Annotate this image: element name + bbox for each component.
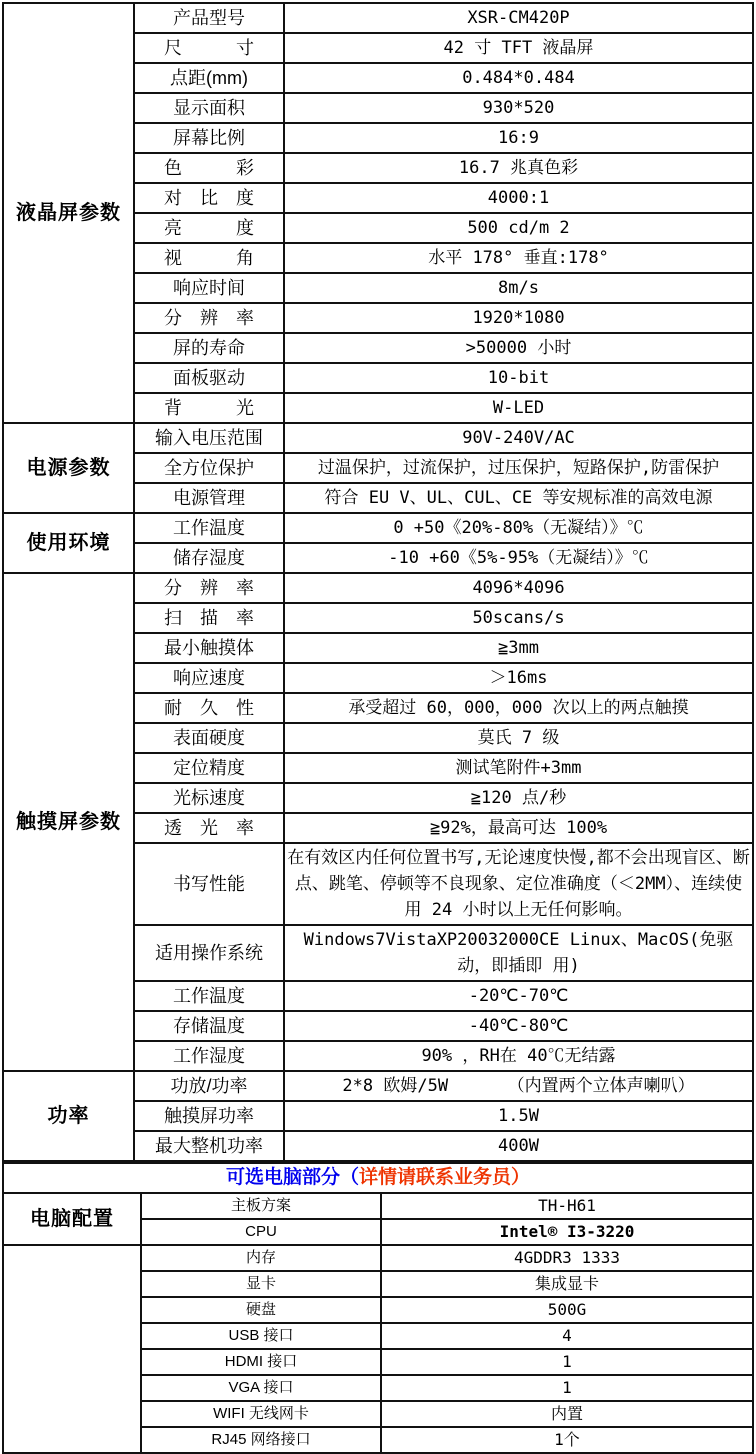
param-value-cell: 4096*4096	[284, 573, 753, 603]
param-value-cell: 8m/s	[284, 273, 753, 303]
spec-row	[3, 3, 753, 33]
display-spec-table	[2, 2, 754, 1162]
section-category-cell: 功率	[3, 1071, 134, 1161]
param-label-cell: 产品型号	[134, 3, 284, 33]
param-value-cell: 930*520	[284, 93, 753, 123]
param-label-cell: 主板方案	[141, 1193, 381, 1219]
param-value-cell: 4GDDR3 1333	[381, 1245, 753, 1271]
param-label-cell: 触摸屏功率	[134, 1101, 284, 1131]
param-value-cell: 90% ，RH在 40℃无结露	[284, 1041, 753, 1071]
param-value-cell: 10-bit	[284, 363, 753, 393]
section-category-cell	[3, 1245, 141, 1453]
param-value-cell: 符合 EU V、UL、CUL、CE 等安规标准的高效电源	[284, 483, 753, 513]
param-label-cell: 背 光	[134, 393, 284, 423]
banner-red-text: 详情请联系业务员）	[359, 1167, 531, 1188]
param-label-cell: 输入电压范围	[134, 423, 284, 453]
param-label-cell: 内存	[141, 1245, 381, 1271]
spec-sheet	[2, 2, 754, 1454]
param-label-cell: 工作湿度	[134, 1041, 284, 1071]
spec-row	[3, 573, 753, 603]
param-value-cell: TH-H61	[381, 1193, 753, 1219]
param-value-cell: 承受超过 60，000，000 次以上的两点触摸	[284, 693, 753, 723]
param-label-cell: 最小触摸体	[134, 633, 284, 663]
param-value-cell: 2*8 欧姆/5W （内置两个立体声喇叭）	[284, 1071, 753, 1101]
param-label-cell: 屏的寿命	[134, 333, 284, 363]
param-value-cell: 42 寸 TFT 液晶屏	[284, 33, 753, 63]
param-label-cell: 硬盘	[141, 1297, 381, 1323]
param-label-cell: 电源管理	[134, 483, 284, 513]
param-value-cell: 500G	[381, 1297, 753, 1323]
param-label-cell: WIFI 无线网卡	[141, 1401, 381, 1427]
param-value-cell: 0.484*0.484	[284, 63, 753, 93]
param-label-cell: 定位精度	[134, 753, 284, 783]
param-label-cell: USB 接口	[141, 1323, 381, 1349]
param-value-cell: 莫氏 7 级	[284, 723, 753, 753]
param-value-cell: 500 cd/m 2	[284, 213, 753, 243]
param-label-cell: HDMI 接口	[141, 1349, 381, 1375]
param-value-cell: 50scans/s	[284, 603, 753, 633]
section-category-cell: 使用环境	[3, 513, 134, 573]
param-value-cell: -20℃-70℃	[284, 981, 753, 1011]
pc-config-table-body	[3, 1193, 753, 1453]
param-label-cell: 工作温度	[134, 981, 284, 1011]
param-label-cell: 光标速度	[134, 783, 284, 813]
param-value-cell: ＞16ms	[284, 663, 753, 693]
param-value-cell: ≧120 点/秒	[284, 783, 753, 813]
param-label-cell: VGA 接口	[141, 1375, 381, 1401]
spec-row	[3, 1245, 753, 1271]
param-label-cell: 亮 度	[134, 213, 284, 243]
spec-row	[3, 513, 753, 543]
param-value-cell: Intel® I3-3220	[381, 1219, 753, 1245]
param-label-cell: 透 光 率	[134, 813, 284, 843]
param-value-cell: 集成显卡	[381, 1271, 753, 1297]
param-label-cell: 响应速度	[134, 663, 284, 693]
param-value-cell: 内置	[381, 1401, 753, 1427]
param-label-cell: 响应时间	[134, 273, 284, 303]
banner-blue-text: 可选电脑部分（	[225, 1167, 359, 1188]
param-value-cell: 400W	[284, 1131, 753, 1161]
param-value-cell: 90V-240V/AC	[284, 423, 753, 453]
param-label-cell: 面板驱动	[134, 363, 284, 393]
param-label-cell: 显示面积	[134, 93, 284, 123]
display-spec-table-body	[3, 3, 753, 1161]
param-value-cell: 4000:1	[284, 183, 753, 213]
param-label-cell: 表面硬度	[134, 723, 284, 753]
param-value-cell: ≧3mm	[284, 633, 753, 663]
param-label-cell: 屏幕比例	[134, 123, 284, 153]
param-label-cell: 分 辨 率	[134, 573, 284, 603]
spec-row	[3, 1193, 753, 1219]
param-value-cell: 1	[381, 1375, 753, 1401]
param-value-cell: XSR-CM420P	[284, 3, 753, 33]
param-label-cell: 视 角	[134, 243, 284, 273]
param-label-cell: 尺 寸	[134, 33, 284, 63]
param-label-cell: 点距(mm)	[134, 63, 284, 93]
param-value-cell: 1	[381, 1349, 753, 1375]
param-value-cell: 1.5W	[284, 1101, 753, 1131]
param-value-cell: 1920*1080	[284, 303, 753, 333]
spec-row	[3, 423, 753, 453]
param-value-cell: 测试笔附件+3mm	[284, 753, 753, 783]
param-label-cell: 对 比 度	[134, 183, 284, 213]
param-label-cell: 工作温度	[134, 513, 284, 543]
param-value-cell: 过温保护，过流保护，过压保护，短路保护,防雷保护	[284, 453, 753, 483]
param-value-cell: Windows7VistaXP20032000CE Linux、MacOS(免驱动，即插即 用)	[284, 925, 753, 981]
param-label-cell: 功放/功率	[134, 1071, 284, 1101]
section-category-cell: 液晶屏参数	[3, 3, 134, 423]
param-label-cell: 最大整机功率	[134, 1131, 284, 1161]
param-label-cell: RJ45 网络接口	[141, 1427, 381, 1453]
param-label-cell: 全方位保护	[134, 453, 284, 483]
param-label-cell: 适用操作系统	[134, 925, 284, 981]
param-value-cell: -40℃-80℃	[284, 1011, 753, 1041]
param-value-cell: ≧92%，最高可达 100%	[284, 813, 753, 843]
param-label-cell: 分 辨 率	[134, 303, 284, 333]
param-value-cell: W-LED	[284, 393, 753, 423]
param-value-cell: 在有效区内任何位置书写,无论速度快慢,都不会出现盲区、断点、跳笔、停顿等不良现象、定位准确度（＜2MM）、连续使用 24 小时以上无任何影响。	[284, 843, 753, 925]
param-label-cell: 扫 描 率	[134, 603, 284, 633]
param-label-cell: 显卡	[141, 1271, 381, 1297]
param-value-cell: 0 +50《20%-80%（无凝结）》℃	[284, 513, 753, 543]
param-label-cell: 书写性能	[134, 843, 284, 925]
spec-row	[3, 1071, 753, 1101]
param-label-cell: 色 彩	[134, 153, 284, 183]
pc-config-table	[2, 1192, 754, 1454]
param-value-cell: -10 +60《5%-95%（无凝结）》℃	[284, 543, 753, 573]
param-value-cell: 16.7 兆真色彩	[284, 153, 753, 183]
param-label-cell: CPU	[141, 1219, 381, 1245]
param-label-cell: 储存湿度	[134, 543, 284, 573]
param-label-cell: 耐 久 性	[134, 693, 284, 723]
optional-pc-banner	[2, 1162, 754, 1192]
param-value-cell: 水平 178° 垂直:178°	[284, 243, 753, 273]
param-value-cell: 16:9	[284, 123, 753, 153]
section-category-cell: 触摸屏参数	[3, 573, 134, 1071]
param-value-cell: 4	[381, 1323, 753, 1349]
param-value-cell: >50000 小时	[284, 333, 753, 363]
param-label-cell: 存储温度	[134, 1011, 284, 1041]
section-category-cell: 电脑配置	[3, 1193, 141, 1245]
param-value-cell: 1个	[381, 1427, 753, 1453]
section-category-cell: 电源参数	[3, 423, 134, 513]
